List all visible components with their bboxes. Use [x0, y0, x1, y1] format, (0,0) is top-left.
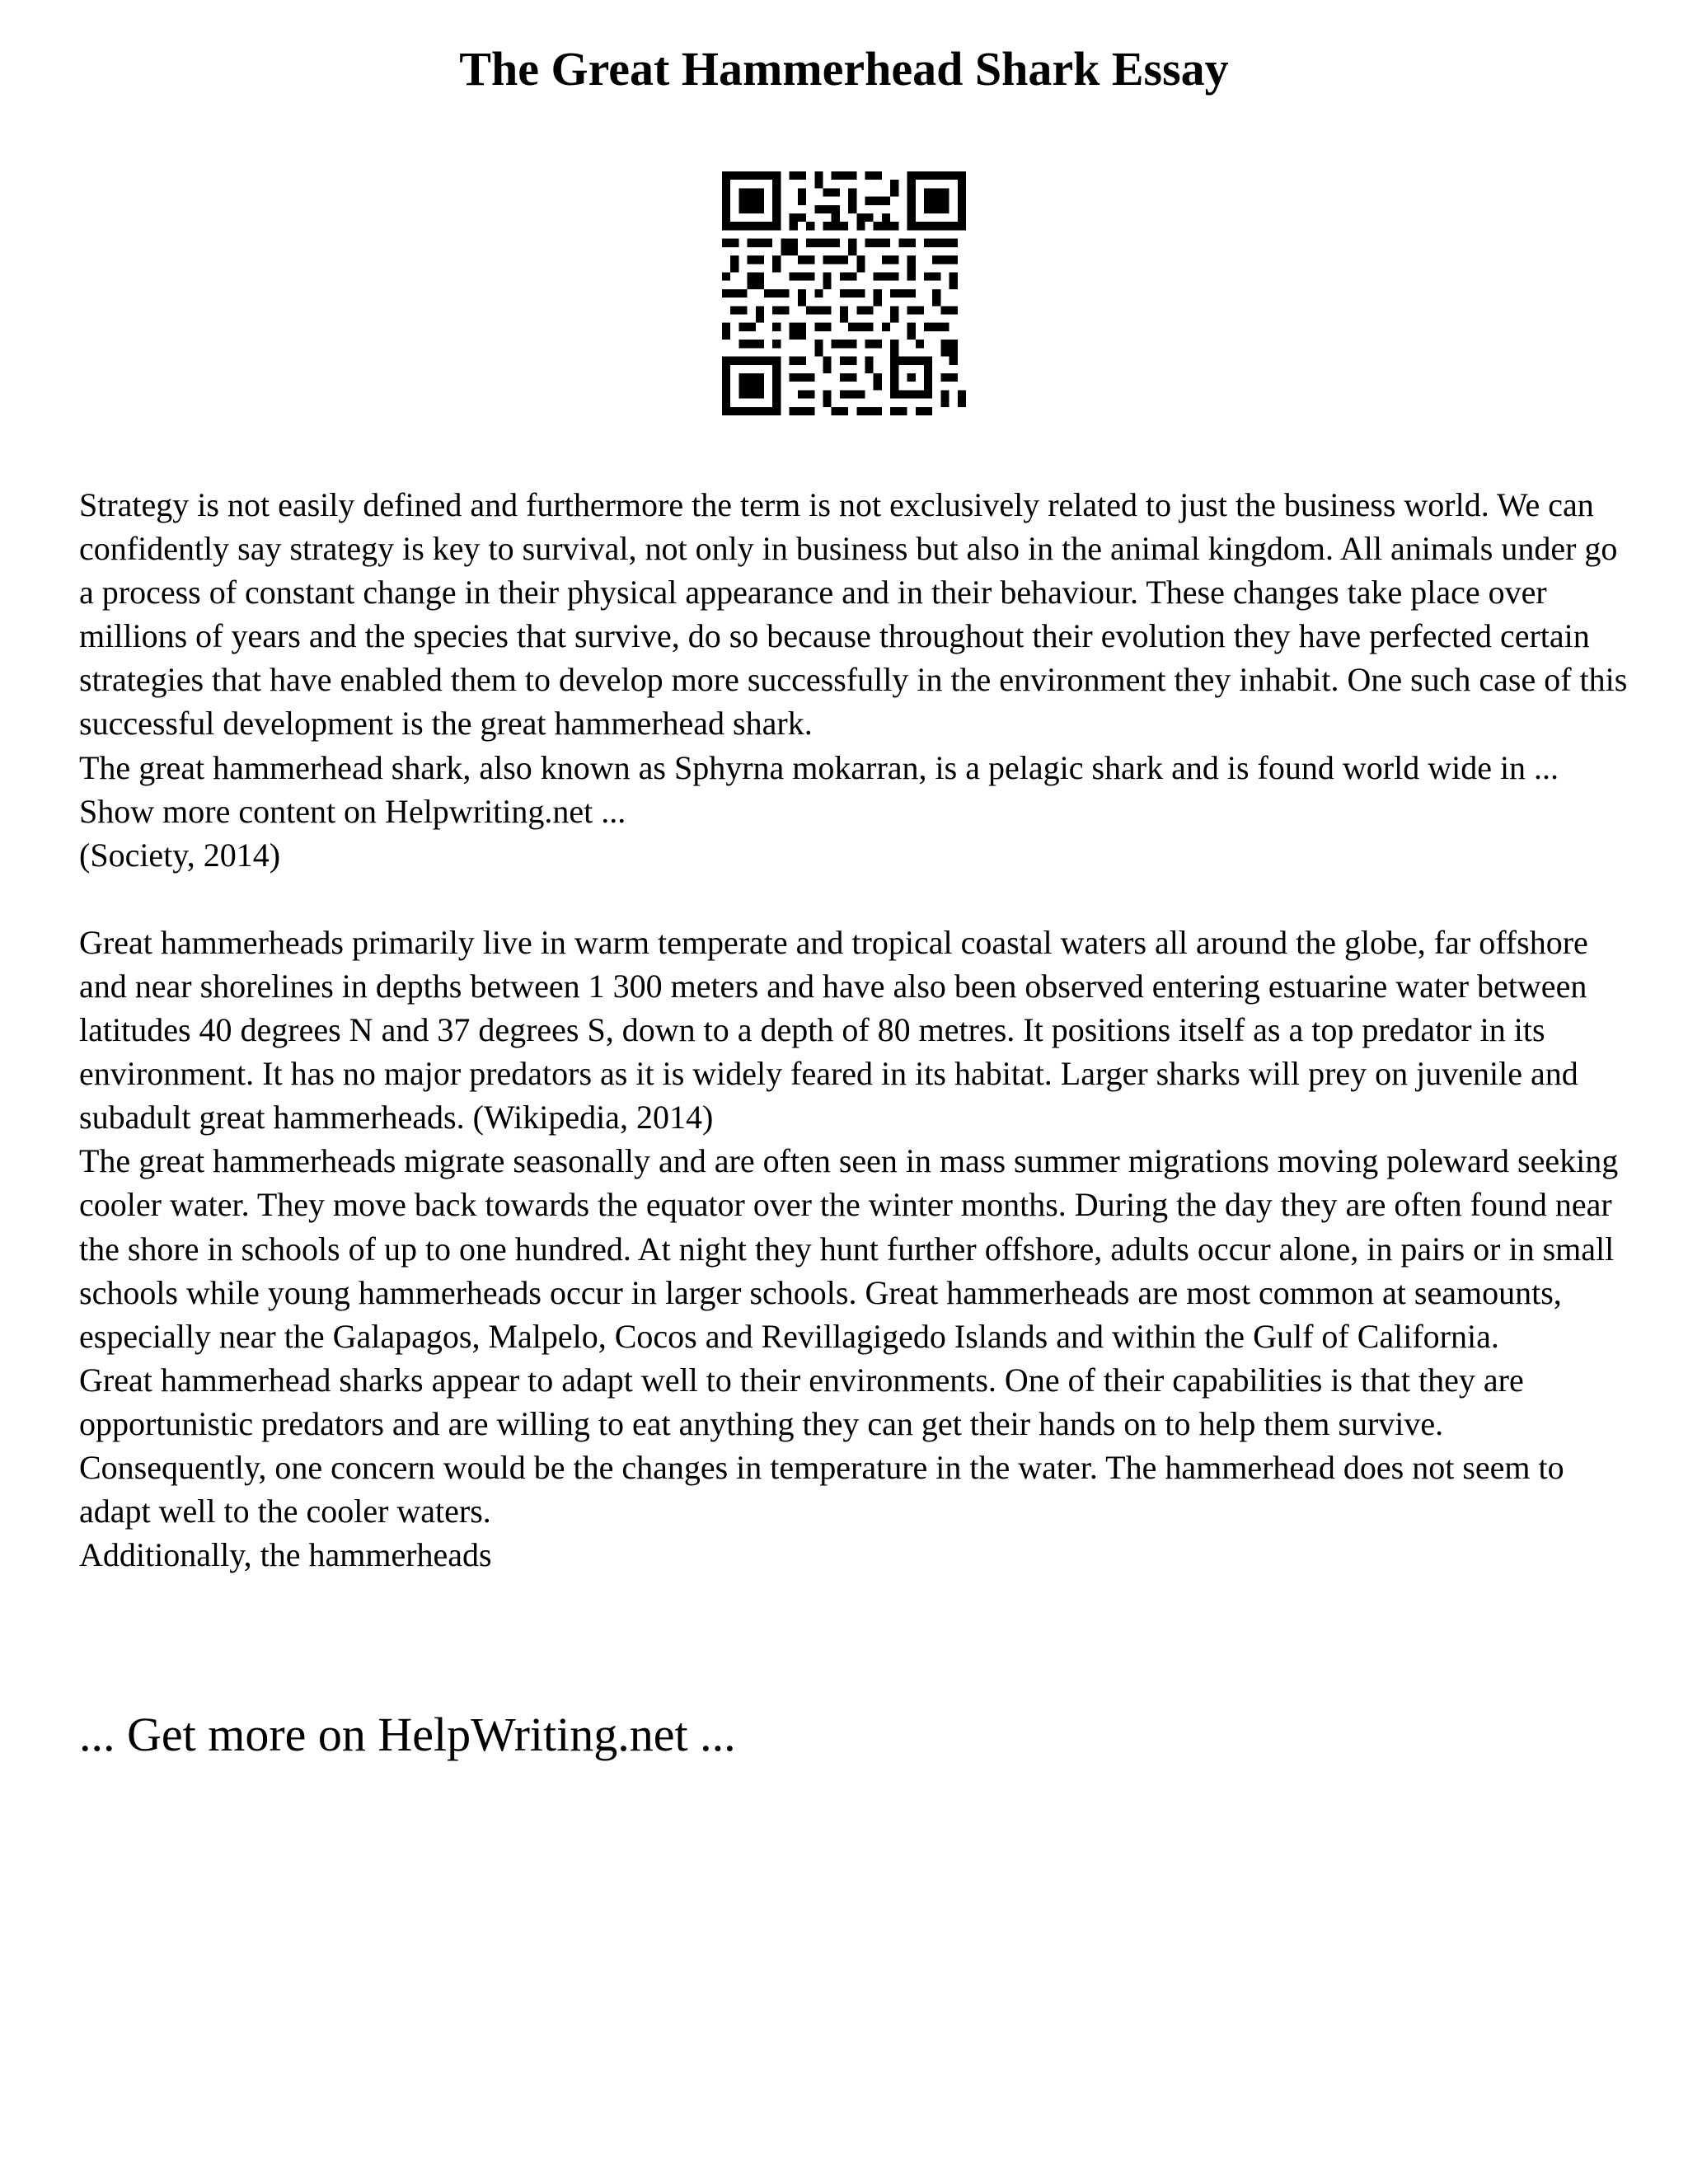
- essay-body: [79, 483, 1629, 1577]
- paragraph-species-intro: The great hammerhead shark, also known as Sphyrna mokarran, is a pelagic shark and is found world wide in ... Show more content on Helpwriting.net ...: [79, 748, 1559, 830]
- paragraph-habitat: Great hammerheads primarily live in warm temperate and tropical coastal waters all around the globe, far offshore and near shorelines in depths between 1 300 meters and have also been observed entering estuarine water between latitudes 40 degrees N and 37 degrees S, down to a depth of 80 metres. It positions itself as a top predator in its environment. It has no major predators as it is widely feared in its habitat. Larger sharks will prey on juvenile and subadult great hammerheads. (Wikipedia, 2014): [79, 923, 1588, 1137]
- paragraph-additionally: Additionally, the hammerheads: [79, 1536, 492, 1574]
- citation-society: (Society, 2014): [79, 836, 281, 874]
- get-more-link[interactable]: ... Get more on HelpWriting.net ...: [79, 1708, 736, 1761]
- paragraph-spacer: [79, 877, 1629, 921]
- page-title: The Great Hammerhead Shark Essay: [459, 42, 1229, 96]
- paragraph-strategy: Strategy is not easily defined and furthermore the term is not exclusively related to just the business world. We can confidently say strategy is key to survival, not only in business but also in the animal kingdom. All animals under go a process of constant change in their physical appearance and in their behaviour. These changes take place over millions of years and the species that survive, do so because throughout their evolution they have perfected certain strategies that have enabled them to develop more successfully in the environment they inhabit. One such case of this successful development is the great hammerhead shark.: [79, 486, 1628, 743]
- paragraph-adaptation: Great hammerhead sharks appear to adapt well to their environments. One of their capabilities is that they are opportunistic predators and are willing to eat anything they can get their hands on to help them survive. Consequently, one concern would be the changes in temperature in the water. The hammerhead does not seem to adapt well to the cooler waters.: [79, 1361, 1564, 1530]
- paragraph-migration: The great hammerheads migrate seasonally and are often seen in mass summer migrations moving poleward seeking cooler water. They move back towards the equator over the winter months. During the day they are often found near the shore in schools of up to one hundred. At night they hunt further offshore, adults occur alone, in pairs or in small schools while young hammerheads occur in larger schools. Great hammerheads are most common at seamounts, especially near the Galapagos, Malpelo, Cocos and Revillagigedo Islands and within the Gulf of California.: [79, 1142, 1619, 1355]
- qr-code-graphic: [722, 171, 966, 415]
- qr-code-icon: [722, 171, 966, 415]
